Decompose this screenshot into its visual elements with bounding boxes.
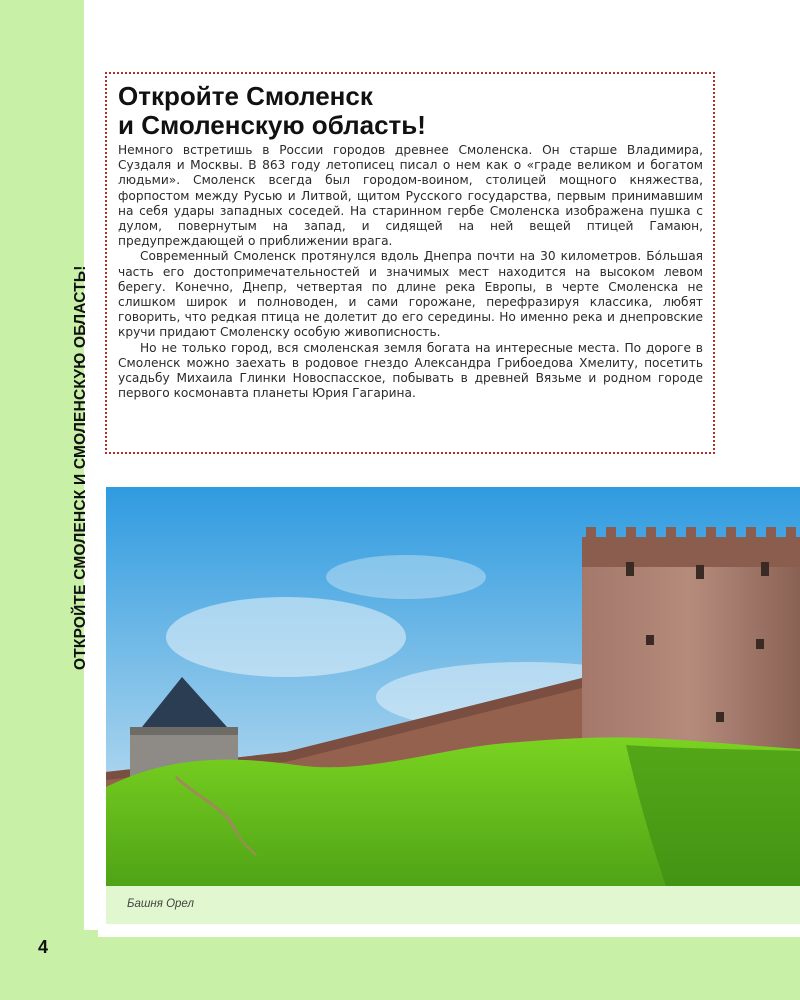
paragraph-3: Но не только город, вся смоленская земля богата на интересные места. По дороге в Смоленск можно заехать в родовое гнездо Александра Грибоедова Хмелиту, посетить усадьбу Михаила Глинки Новоспасское, побывать в древней Вязьме и родном городе первого космонавта планеты Юрия Гагарина. <box>118 340 703 401</box>
title-line-2: и Смоленскую область! <box>118 110 426 140</box>
page-number: 4 <box>38 937 49 957</box>
article-box <box>105 72 715 454</box>
photo-illustration <box>106 487 800 886</box>
page-number-box <box>0 930 98 1000</box>
caption-band <box>106 886 800 924</box>
side-title-text: ОТКРОЙТЕ СМОЛЕНСК И СМОЛЕНСКУЮ ОБЛАСТЬ! <box>72 265 89 670</box>
paragraph-2: Современный Смоленск протянулся вдоль Днепра почти на 30 километров. Бо́льшая часть его достопримечательностей и значимых мест находится на высоком левом берегу. Конечно, Днепр, четвертая по длине река Европы, в черте Смоленска не слишком широк и полноводен, и сами горожане, перефразируя классика, любят говорить, что редкая птица не долетит до его середины. Но именно река и днепровские кручи придают Смоленску особую живописность. <box>118 249 703 340</box>
paragraph-1: Немного встретишь в России городов древнее Смоленска. Он старше Владимира, Суздаля и Москвы. В 863 году летописец писал о нем как о «граде великом и богатом людьми». Смоленск всегда был городом-воином, столицей мощного княжества, форпостом между Русью и Литвой, щитом Русского государства, первым принимавшим на себя удары западных соседей. На старинном гербе Смоленска изображена пушка с дулом, повернутым на запад, и сидящей на ней вещей птицей Гамаюн, предупреждающей о приближении врага. <box>118 143 703 249</box>
title-line-1: Откройте Смоленск <box>118 81 373 111</box>
photo-caption: Башня Орел <box>127 898 194 910</box>
bottom-band <box>98 937 800 1000</box>
side-title <box>0 0 89 1000</box>
article-body <box>118 143 703 401</box>
article-title <box>118 82 703 140</box>
photo-tower-orel <box>106 487 800 886</box>
